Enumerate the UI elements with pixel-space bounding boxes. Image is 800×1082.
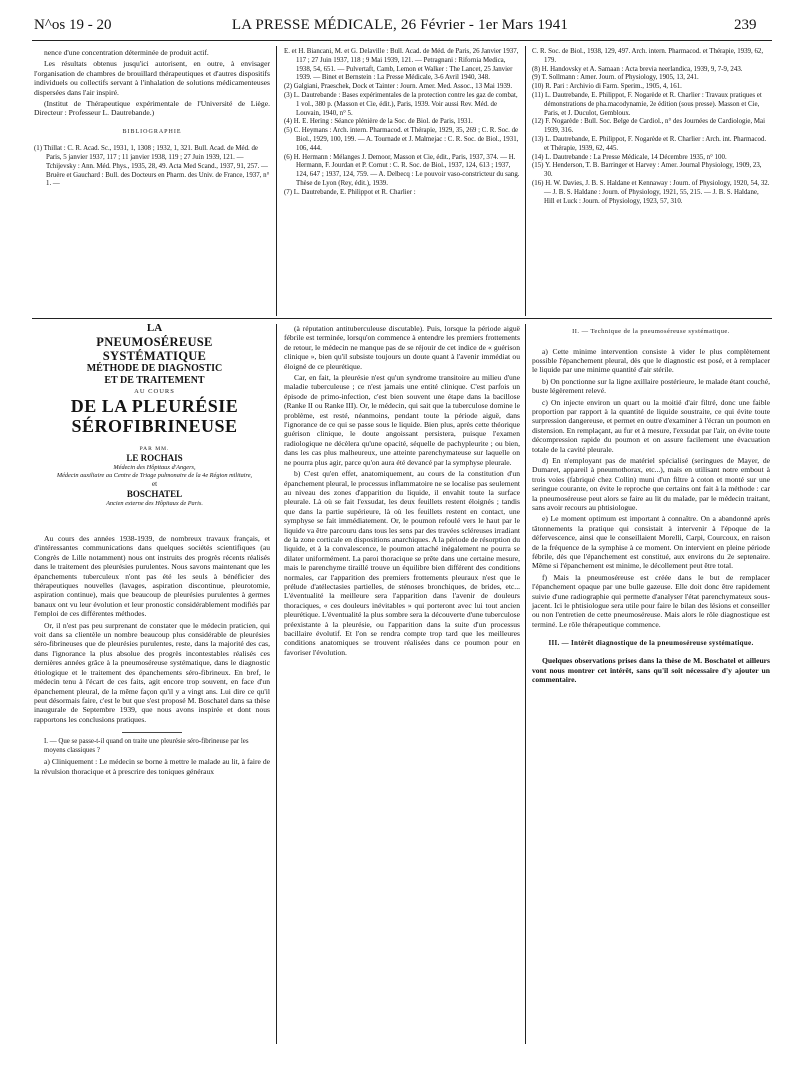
author-le-rochais: LE ROCHAIS xyxy=(126,453,183,463)
paragraph: a) Cette minime intervention consiste à vider le plus complètement possible l'épanchement pleural, dès que le diagnostic est posé, et à remplacer le liquide par une minime quantité d'air stérile. xyxy=(532,346,770,375)
affiliation-3: Ancien externe des Hôpitaux de Paris. xyxy=(106,500,203,507)
section-3-heading: III. — Intérêt diagnostique de la pneumoséreuse systématique. xyxy=(548,639,754,648)
bibliography-entry: (9) T. Sollmann : Amer. Journ. of Physiology, 1905, 13, 241. xyxy=(532,74,699,82)
article-column-3 xyxy=(532,324,770,687)
bibliography-entry: (12) F. Nogarède : Bull. Soc. Belge de Cardiol., n° des Journées de Cardiologie, Mai 1939, 316. xyxy=(532,118,765,135)
title-serofibrineuse: SÉROFIBRINEUSE xyxy=(71,416,238,436)
previous-article-column xyxy=(34,48,270,189)
bibliography-list-1 xyxy=(34,145,270,189)
author-and: et xyxy=(151,480,158,488)
paragraph: b) C'est qu'en effet, anatomiquement, au cours de la constitution d'un épanchement pleural, le processus inflammatoire ne se localise pas seulement au niveau des zones d'apparition du liquide, il envahit toute la surface pleurale. Là où se fait l'exsudat, les deux feuillets restent éloignés ; tandis que dans la partie supérieure, là où les feuillets restent en contact, une symphyse se fait immédiatement. Or, le poumon refoulé vers le haut par le liquide va être parcouru dans tous les sens par des travées scléreuses irradiant de la zone corticale en dispositions anarchiques. A la période de résorption du liquide, et à la convalescence, le poumon attaché inégalement ne pourra se dilater uniformément. La paroi thoracique se prête dans une certaine mesure, mais le parenchyme tiraillé trouve un équilibre bien différent des conditions normales, car l'apparition des premiers frottements pleuraux n'est que le prélude d'atélectasies partielles, de sténoses bronchiques, de brides, etc... L'éventualité la meilleure sera l'apparition dans l'avenir de douleurs thoraciques, « ces douleurs inévitables » qui porteront avec lui tout ancien pleurétique. L'éventualité la plus sombre sera la découverte d'une tuberculose préexistante à la pleurésie, ou l'apparition dans la suite d'un processus bacillaire évolutif. Et l'on se rendra compte trop tard que les meilleures conditions anatomiques se trouvent réalisées dans ce poumon pour en favoriser l'évolution. xyxy=(284,469,520,657)
issue-number: N^os 19 - 20 xyxy=(34,17,112,33)
page-number: 239 xyxy=(734,17,757,33)
paragraph: Les résultats obtenus jusqu'ici autorisent, en outre, à envisager l'organisation de chambres de brouillard thérapeutiques et d'autres dispositifs individuels ou collectifs servant à l'inhalation de solutions médicamenteuses dispersées dans l'air inspiré. xyxy=(34,59,270,97)
section-rule xyxy=(32,318,772,319)
title-la: LA xyxy=(146,322,163,334)
paragraph: Au cours des années 1938-1939, de nombreux travaux français, et d'intéressantes communications dans quelques sociétés scientifiques (au Congrès de Lille notamment) nous ont instruits des progrès récents réalisés dans le traitement des pleurésies purulentes. Nous savons maintenant que les épanchements tuberculeux n'ont pas été les seuls à bénéficier des thérapeutiques nouvelles (lavages, aspiration discontinue, pleurotomie, aspiration continue), mais que beaucoup de pleurésies purulentes à germes banaux ont vu leur évolution et leur pronostic considérablement modifiés par l'emploi de ces différentes méthodes. xyxy=(34,534,270,619)
bibliography-entry: (5) C. Heymans : Arch. intern. Pharmacod. et Thérapie, 1929, 35, 269 ; C. R. Soc. de Biol., 1929, 100, 199. — A. Tournade et J. Malmejac : C. R. Soc. de Biol., 1931, 106, 444. xyxy=(284,127,519,152)
header-rule xyxy=(32,40,772,41)
column-divider xyxy=(276,324,277,1044)
bibliography-entry: (13) L. Dautrebande, E. Philippot, F. Nogarède et R. Charlier : Arch. int. Pharmacod. et Thérapie, 1939, 62, 445. xyxy=(532,135,767,152)
bibliography-entry: E. et H. Biancani, M. et G. Delaville : Bull. Acad. de Méd. de Paris, 26 Janvier 1937, 117 ; 27 Juin 1937, 118 ; 9 Mai 1939, 121. — Petragnani : Rifornia Medica, 1938, 54, 651. — Pulvertaft, Camb, Lemon et Walker : The Lancet, 25 Janvier 1939. — Binet et Bernstein : La Presse Médicale, 3-6 Avril 1940, 348. xyxy=(284,48,519,82)
paragraph: d) En n'employant pas de matériel spécialisé (seringues de Mayer, de Dumaret, appareil à pneumothorax, etc...), mais en utilisant notre embout à trois voies (fabriqué chez Collin) muni d'un filtre à coton et monté sur une seringue courante, on évite le reproche que certains ont fait à la méthode : car la pneumoséreuse peut alors se faire au lit du malade, par le médecin traitant, sans avoir recours au phtisiologue. xyxy=(532,455,770,512)
title-au-cours: AU COURS xyxy=(134,388,175,395)
article-column-2 xyxy=(284,324,520,659)
bibliography-title: BIBLIOGRAPHIE xyxy=(122,128,182,135)
section-1-heading: I. — Que se passe-t-il quand on traite une pleurésie séro-fibrineuse par les moyens classiques ? xyxy=(44,738,249,755)
paragraph: Car, en fait, la pleurésie n'est qu'un syndrome transitoire au milieu d'une maladie tuberculeuse ; ce n'est jamais une entité clinique. C'est parfois un épisode de primo-infection, c'est bien souvent une étape dans la bacillose (Ranke II ou Ranke III). Or, le médecin, qui sait que la tuberculose domine le problème, est resté, néanmoins, pendant toute la période aiguë, dans l'ignorance de ce qui se passe sous le liquide. Bien plus, après cette théorique guérison clinique, le doute angoissant persistera, puisque l'examen radiologique ne décèlera qu'une opacité, séquelle de pachypleurite ; ou bien, dans les cas plus malheureux, une atteinte parenchymateuse sur laquelle on ne pourra plus agir, parce qu'on aura été devancé par la symphyse pleurale. xyxy=(284,373,520,467)
bibliography-list-2 xyxy=(284,48,520,198)
journal-title-date: LA PRESSE MÉDICALE, 26 Février - 1er Mars 1941 xyxy=(231,17,569,33)
bibliography-entry: (14) L. Dautrebande : La Presse Médicale, 14 Décembre 1935, n° 100. xyxy=(532,153,727,161)
paragraph: b) On ponctionne sur la ligne axillaire postérieure, le malade étant couché, buste légèrement relevé. xyxy=(532,376,770,396)
author-boschatel: BOSCHATEL xyxy=(126,489,183,499)
bibliography-entry: (2) Galgiani, Praeschek, Dock et Tainter : Journ. Amer. Med. Assoc., 13 Mai 1939. xyxy=(284,83,513,91)
article-column-1 xyxy=(34,534,270,778)
bibliography-entry: (10) R. Pari : Archivio di Farm. Sperim., 1905, 4, 161. xyxy=(532,83,682,91)
paragraph: e) Le moment optimum est important à connaître. On a abandonné après tâtonnements la pratique qui consistait à intervenir à l'époque de la défervescence, ainsi que le conseillaient Morelli, Carpi, Courcoux, en raison de la fréquence de la symphise à ce moment. On intervient en pleine période fébrile, dès que l'épanchement est constitué, aux environs du 2e septenaire. Même si l'épanchement est minime, le décollement peut être total. xyxy=(532,514,770,571)
bibliography-entry: (15) Y. Henderson, T. B. Barringer et Harvey : Amer. Journal Physiology, 1909, 23, 30. xyxy=(532,162,762,179)
paragraph: Or, il n'est pas peu surprenant de constater que le médecin praticien, qui voit dans sa clientèle un nombre beaucoup plus considérable de pleurésies séro-fibrineuses que de pleurésies purulentes, reste, dans la majorité des cas, dans l'ignorance la plus absolue des progrès incontestables réalisés ces dernières années grâce à la pneumoséreuse systématique, dans le diagnostic étiologique et le traitement des épanchements séro-fibrineux. En bref, le médecin tenu à l'écart de ces faits, agit encore trop souvent, en face d'un épanchement pleural, de la même façon qu'il y a vingt ans. Lui dire ce qu'il peut désormais faire, c'est le but que s'est proposé M. Boschatel dans sa thèse inaugurale de Septembre 1939, que nous avons inspirée et dont nous rapportons les conclusions pratiques. xyxy=(34,620,270,724)
title-pneumoséreuse: PNEUMOSÉREUSE SYSTÉMATIQUE xyxy=(96,335,213,363)
affiliation-2: Médecin auxiliaire au Centre de Triage pulmonaire de la 4e Région militaire, xyxy=(56,472,253,479)
section-2-text xyxy=(532,347,770,630)
bibliography-entry: (8) H. Handovsky et A. Samaan : Acta brevia neerlandica, 1939, 9, 7-9, 243. xyxy=(532,65,743,73)
column-divider xyxy=(525,324,526,1044)
bibliography-entry: (6) H. Hermann : Mélanges J. Demoor, Masson et Cie, édit., Paris, 1937, 374. — H. Hermann, F. Jourdan et P. Cornut : C. R. Soc. de Biol., 1937, 124, 613 ; 1937, 124, 647 ; 1937, 124, 759. — A. Delbecq : Le pouvoir vaso-constricteur du sang. Thèse de Lyon (Rey, édit.), 1939. xyxy=(284,153,520,187)
column-divider xyxy=(525,46,526,316)
section-3-paragraph: Quelques observations prises dans la thèse de M. Boschatel et ailleurs vont nous montrer cet intérêt, sans qu'il soit nécessaire d'y ajouter un commentaire. xyxy=(532,656,770,685)
title-traitement: ET DE TRAITEMENT xyxy=(104,375,205,386)
bibliography-entry: (11) L. Dautrebande, E. Philippot, F. Nogarède et R. Charlier : Travaux pratiques et démonstrations de pha.macodynamie, 2e édition (sous presse). Masson et Cie, Paris, et J. Duculot, Gembloux. xyxy=(532,91,762,117)
column-divider xyxy=(276,46,277,316)
section-1-paragraph-a: a) Cliniquement : Le médecin se borne à mettre le malade au lit, à faire de la révulsion thoracique et à prescrire des toniques généraux xyxy=(34,757,270,776)
authors-by: PAR MM. xyxy=(139,446,170,452)
bibliography-entry: C. R. Soc. de Biol., 1938, 129, 497. Arch. intern. Pharmacod. et Thérapie, 1939, 62, 179. xyxy=(532,48,764,64)
title-pleuresie: DE LA PLEURÉSIE xyxy=(70,396,239,416)
bibliography-entry: (16) H. W. Davies, J. B. S. Haldane et Kennaway : Journ. of Physiology, 1920, 54, 32. — J. B. S. Haldane : Journ. of Physiology, 1921, 55, 215. — J. B. S. Haldane, Hill et Luck : Journ. of Physiology, 1923, 57, 310. xyxy=(532,179,770,205)
title-methode: MÉTHODE DE DIAGNOSTIC xyxy=(86,363,223,374)
paragraph: (à réputation antituberculeuse discutable). Puis, lorsque la période aiguë fébrile est terminée, lorsqu'on commence à entendre les premiers frottements de retour, le médecin ne manque pas de se réjouir de cet indice de « guérison clinique », bien qu'il subsiste toujours un doute quant à l'avenir immédiat ou éloigné de ce pleurétique. xyxy=(284,324,520,371)
bibliography-entry: (1) Thillat : C. R. Acad. Sc., 1931, 1, 1308 ; 1932, 1, 321. Bull. Acad. de Méd. de Paris, 5 janvier 1937, 117 ; 11 janvier 1938, 119 ; 27 Juin 1939, 121. — Tchijevsky : Ann. Méd. Phys., 1935, 28, 49. Acta Med Scand., 1937, 91, 257. — Bruère et Gauchard : Bull. des Docteurs en Pharm. des Univ. de France, 1937, n° 1. — xyxy=(34,145,270,188)
article-intro-text xyxy=(34,534,270,724)
paragraph: f) Mais la pneumoséreuse est créée dans le but de remplacer l'épanchement opaque par une bulle gazeuse. Elle doit donc être rapidement suivie d'une radiographie qui permette d'analyser l'état parenchymateux sous-jacent. Ici le phtisiologue sera utile pour faire le bilan des lésions et conseiller ou non l'entretien de cette pneumoséreuse. Mais alors le rôle diagnostique est terminé. Le rôle thérapeutique commence. xyxy=(532,572,770,629)
bibliography-list-3 xyxy=(532,48,770,206)
affiliation-1: Médecin des Hôpitaux d'Angers, xyxy=(113,464,196,471)
bibliography-entry: (7) L. Dautrebande, E. Philippot et R. Charlier : xyxy=(284,188,416,196)
section-divider xyxy=(122,732,182,733)
paragraph: (Institut de Thérapeutique expérimentale de l'Université de Liège. Directeur : Professeur L. Dautrebande.) xyxy=(34,99,270,118)
article-title-block xyxy=(52,322,257,508)
paragraph: c) On injecte environ un quart ou la moitié d'air filtré, donc une faible proportion par rapport à la quantité de liquide soustraite, ce qui évite toute surpression dangereuse, et permet en outre d'examiner à l'écran un poumon en distension. En remplaçant, au fur et à mesure, l'exsudat par l'air, on évite toute décompression rapide du poumon et on assure facilement une évacuation totale de la cavité pleurale. xyxy=(532,397,770,454)
bibliography-entry: (3) L. Dautrebande : Bases expérimentales de la protection contre les gaz de combat, 1 vol., 380 p. (Masson et Cie, édit.), Paris, 1939. Voir aussi Rev. Méd. de Louvain, 1940, n° 5. xyxy=(284,91,518,117)
bibliography-entry: (4) H. E. Hering : Séance plénière de la Soc. de Biol. de Paris, 1931. xyxy=(284,118,473,126)
previous-article-text xyxy=(34,48,270,118)
paragraph: nence d'une concentration déterminée de produit actif. xyxy=(44,48,209,57)
section-2-heading: II. — Technique de la pneumoséreuse systématique. xyxy=(572,328,730,335)
